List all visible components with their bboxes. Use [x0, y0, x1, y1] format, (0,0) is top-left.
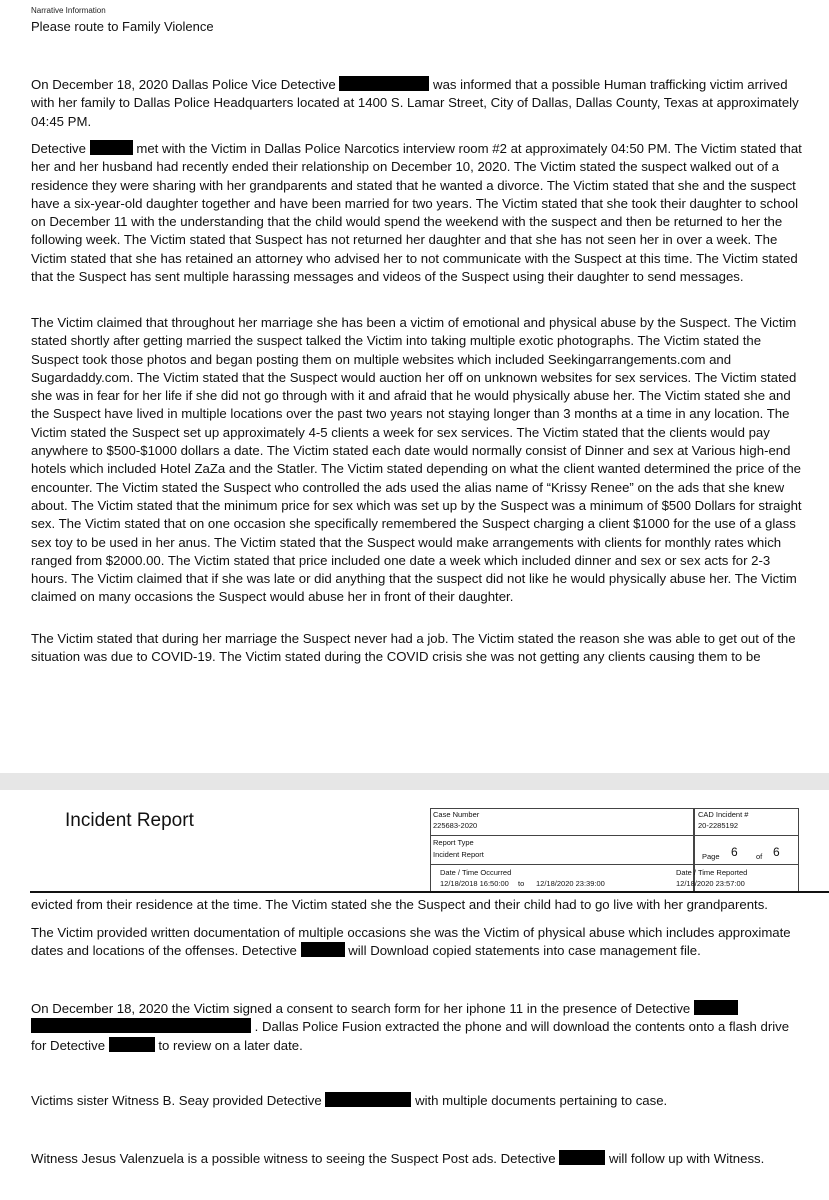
redaction-bar	[339, 76, 429, 91]
case-number-value: 225683-2020	[433, 821, 478, 830]
occurred-to-label: to	[518, 879, 525, 888]
narrative-label: Narrative Information	[31, 6, 106, 15]
paragraph-text: will follow up with Witness.	[608, 1151, 765, 1166]
paragraph-text: . Dallas Police Fusion extracted the phone and will download the contents onto a flash drive for Detective	[31, 1019, 790, 1053]
paragraph-text: met with the Victim in Dallas Police Narcotics interview room #2 at approximately 04:50 PM. The Victim stated that her and her husband had recently ended their relationship on December 10, 2020. The Victim stated the suspect walked out of a residence they were sharing with her grandparents and stated that he wanted a divorce. The Victim stated that she and the suspect have a six-year-old daughter together and have been married for two years. The Victim stated that she took their daughter to school on December 11 with the understanding that the child would spend the weekend with the suspect and then be returned to her the following week. The Victim stated that Suspect has not returned her daughter and that she has not seen her in over a week. The Victim stated that she has retained an attorney who advised her to not communicate with the Suspect at this time. The Victim stated that the Suspect has sent multiple harassing messages and videos of the Suspect using their daughter to send messages.	[31, 141, 802, 285]
cad-value: 20-2285192	[698, 821, 739, 830]
redaction-bar	[31, 1018, 251, 1033]
paragraph	[31, 1092, 806, 1110]
cad-label: CAD Incident #	[698, 810, 749, 819]
paragraph: The Victim claimed that throughout her marriage she has been a victim of emotional and physical abuse by the Suspect. The Victim stated shortly after getting married the suspect talked the Victim into taking multiple exotic photographs. The Victim stated the Suspect took those photos and began posting them on multiple websites which included Seekingarrangements.com and Sugardaddy.com. The Victim stated that the Suspect would auction her off on unknown websites for sex services. The Victim stated she was in fear for her life if she did not go through with it and afraid that he would physically abuse her. The Victim stated she and the Suspect have lived in multiple locations over the past two years not staying longer than 3 months at a time in any location. The Victim stated the Suspect set up approximately 4-5 clients a week for sex services. The Victim stated that the clients would pay anywhere to $500-$1000 dollars a date. The Victim stated each date would normally consist of Dinner and sex at Various high-end hotels which included Hotel ZaZa and the Statler. The Victim stated depending on what the client wanted determined the price of the encounter. The Victim stated the Suspect who controlled the ads used the alias name of “Krissy Renee” on the ads that she knew about. The Victim stated that the minimum price for sex which was set up by the Suspect was a minimum of $500 Dollars for straight sex. The Victim stated that on one occasion she specifically remembered the Suspect charging a client $1000 for the use of a glass sex toy to be used in her anus. The Victim stated that the Suspect would make arrangements with clients for monthly rates which ranged from $2000.00. The Victim stated that price included one date a week which included dinner and sex or sex acts for 2-3 hours. The Victim claimed that if she was late or did anything that the suspect did not like he would physically abuse her. The Victim claimed on many occasions the Suspect would abuse her in front of their daughter.	[31, 315, 802, 605]
report-type-label: Report Type	[433, 838, 474, 847]
page-total: 6	[773, 845, 780, 859]
redaction-bar	[301, 942, 345, 957]
paragraph-text: with multiple documents pertaining to case.	[415, 1093, 668, 1108]
occurred-to: 12/18/2020 23:39:00	[536, 879, 605, 888]
paragraph	[31, 1150, 806, 1168]
report-type-value: Incident Report	[433, 850, 484, 859]
paragraph	[31, 76, 806, 131]
paragraph	[31, 1000, 806, 1055]
paragraph-text: Detective	[31, 141, 86, 156]
of-label: of	[756, 852, 763, 861]
paragraph-text: On December 18, 2020 Dallas Police Vice Detective	[31, 77, 336, 92]
paragraph	[31, 924, 806, 961]
header-rule	[30, 891, 829, 893]
redaction-bar	[694, 1000, 738, 1015]
reported-value: 12/18/2020 23:57:00	[676, 879, 745, 888]
paragraph	[31, 140, 806, 286]
paragraph: evicted from their residence at the time. The Victim stated she the Suspect and their child had to go live with her grandparents.	[31, 897, 768, 912]
redaction-bar	[325, 1092, 411, 1107]
report-title: Incident Report	[65, 810, 194, 831]
page-divider	[0, 773, 829, 790]
incident-report-page	[0, 790, 829, 1200]
redaction-bar	[109, 1037, 155, 1052]
paragraph-text: On December 18, 2020 the Victim signed a consent to search form for her iphone 11 in the presence of Detective	[31, 1001, 691, 1016]
paragraph-text: will Download copied statements into case management file.	[348, 943, 701, 959]
case-number-label: Case Number	[433, 810, 480, 819]
page-number: 6	[731, 845, 738, 859]
occurred-label: Date / Time Occurred	[440, 868, 512, 877]
page-label: Page	[702, 852, 720, 861]
redaction-bar	[90, 140, 133, 155]
paragraph: The Victim stated that during her marriage the Suspect never had a job. The Victim stated the reason she was able to get out of the situation was due to COVID-19. The Victim stated during the COVID crisis she was not getting any clients causing them to be	[31, 631, 796, 665]
paragraph-text: was informed that a possible Human trafficking victim arrived with her family to Dallas Police Headquarters located at 1400 S. Lamar Street, City of Dallas, Dallas County, Texas at approximately 04:45 PM.	[31, 77, 799, 129]
route-line: Please route to Family Violence	[31, 19, 214, 34]
occurred-from: 12/18/2018 16:50:00	[440, 879, 509, 888]
paragraph-text: The Victim provided written documentation of multiple occasions she was the Victim of physical abuse which includes approximate dates and locations of the offenses. Detective	[31, 925, 791, 959]
paragraph-text: Witness Jesus Valenzuela is a possible witness to seeing the Suspect Post ads. Detective	[31, 1151, 556, 1166]
paragraph-text: to review on a later date.	[158, 1037, 303, 1053]
redaction-bar	[559, 1150, 605, 1165]
paragraph-text: Victims sister Witness B. Seay provided Detective	[31, 1093, 322, 1108]
reported-label: Date / Time Reported	[676, 868, 748, 877]
